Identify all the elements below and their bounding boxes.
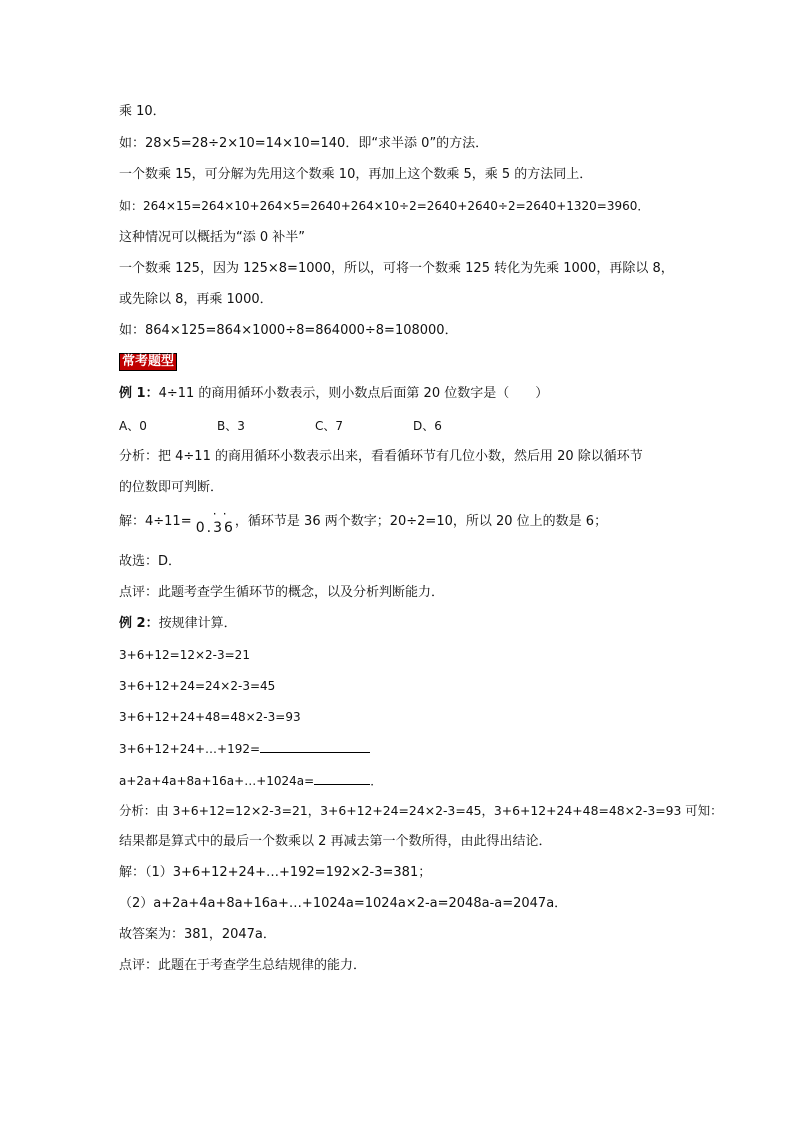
text-line: 一个数乘 125，因为 125×8=1000，所以，可将一个数乘 125 转化为先乘 1000，再除以 8， xyxy=(119,261,674,276)
solution-prefix: 解：4÷11= xyxy=(119,514,192,529)
analysis-line: 分析：把 4÷11 的商用循环小数表示出来，看看循环节有几位小数，然后用 20 除以循环节 xyxy=(119,449,643,464)
example-label: 例 2： xyxy=(119,616,159,631)
answer-blank xyxy=(314,772,370,785)
section-heading xyxy=(119,353,177,371)
text-line: 如：28×5=28÷2×10=14×10=140．即“求半添 0”的方法． xyxy=(119,136,489,151)
equation-text: 3+6+12+24+…+192= xyxy=(119,742,261,756)
option-b: B、3 xyxy=(217,419,245,433)
question-text: 4÷11 的商用循环小数表示，则小数点后面第 20 位数字是（ ） xyxy=(158,386,549,401)
analysis-line: 分析：由 3+6+12=12×2-3=21，3+6+12+24=24×2-3=45，3+6+12+24+48=48×2-3=93 可知： xyxy=(119,803,723,818)
solution-line xyxy=(119,507,608,536)
equation-line xyxy=(119,772,382,789)
equation-end: ． xyxy=(370,774,383,788)
text-line: 如：864×125=864×1000÷8=864000÷8=108000． xyxy=(119,323,458,338)
choice-line: 故选：D． xyxy=(119,554,182,569)
text-line: 如：264×15=264×10+264×5=2640+264×10÷2=2640+2640÷2=2640+1320=3960． xyxy=(119,199,650,213)
equation-line xyxy=(119,740,370,757)
recurring-dot: · xyxy=(222,507,229,521)
recurring-decimal xyxy=(195,507,235,536)
example-1-question xyxy=(119,386,548,402)
option-d: D、6 xyxy=(413,419,442,433)
equation-text: a+2a+4a+8a+16a+…+1024a= xyxy=(119,774,315,788)
solution-line: 解：（1）3+6+12+24+…+192=192×2-3=381； xyxy=(119,865,432,880)
options-row xyxy=(119,418,442,434)
text-line: 这种情况可以概括为“添 0 补半” xyxy=(119,230,306,245)
recurring-value: 0.36 xyxy=(195,520,235,536)
comment-line: 点评：此题考查学生循环节的概念，以及分析判断能力． xyxy=(119,585,445,600)
comment-line: 点评：此题在于考查学生总结规律的能力． xyxy=(119,958,367,973)
option-c: C、7 xyxy=(315,419,344,433)
solution-suffix: ，循环节是 36 两个数字；20÷2=10，所以 20 位上的数是 6； xyxy=(234,514,608,529)
analysis-line: 结果都是算式中的最后一个数乘以 2 再减去第一个数所得，由此得出结论． xyxy=(119,834,552,849)
text-line: 或先除以 8，再乘 1000． xyxy=(119,292,273,307)
solution-line: （2）a+2a+4a+8a+16a+…+1024a=1024a×2-a=2048a-a=2047a． xyxy=(119,896,568,911)
answer-line: 故答案为：381，2047a． xyxy=(119,927,276,942)
option-a: A、0 xyxy=(119,419,147,433)
example-title: 按规律计算． xyxy=(158,616,237,631)
text-line: 乘 10． xyxy=(119,104,166,119)
section-tag: 常考题型 xyxy=(119,353,177,371)
answer-blank xyxy=(260,740,370,753)
equation-line: 3+6+12=12×2-3=21 xyxy=(119,648,250,662)
example-2-title xyxy=(119,616,237,632)
equation-line: 3+6+12+24=24×2-3=45 xyxy=(119,679,276,693)
recurring-dot: · xyxy=(212,507,219,521)
analysis-line: 的位数即可判断． xyxy=(119,480,224,495)
equation-line: 3+6+12+24+48=48×2-3=93 xyxy=(119,710,301,724)
text-line: 一个数乘 15，可分解为先用这个数乘 10，再加上这个数乘 5，乘 5 的方法同上． xyxy=(119,167,593,182)
example-label: 例 1： xyxy=(119,386,159,401)
